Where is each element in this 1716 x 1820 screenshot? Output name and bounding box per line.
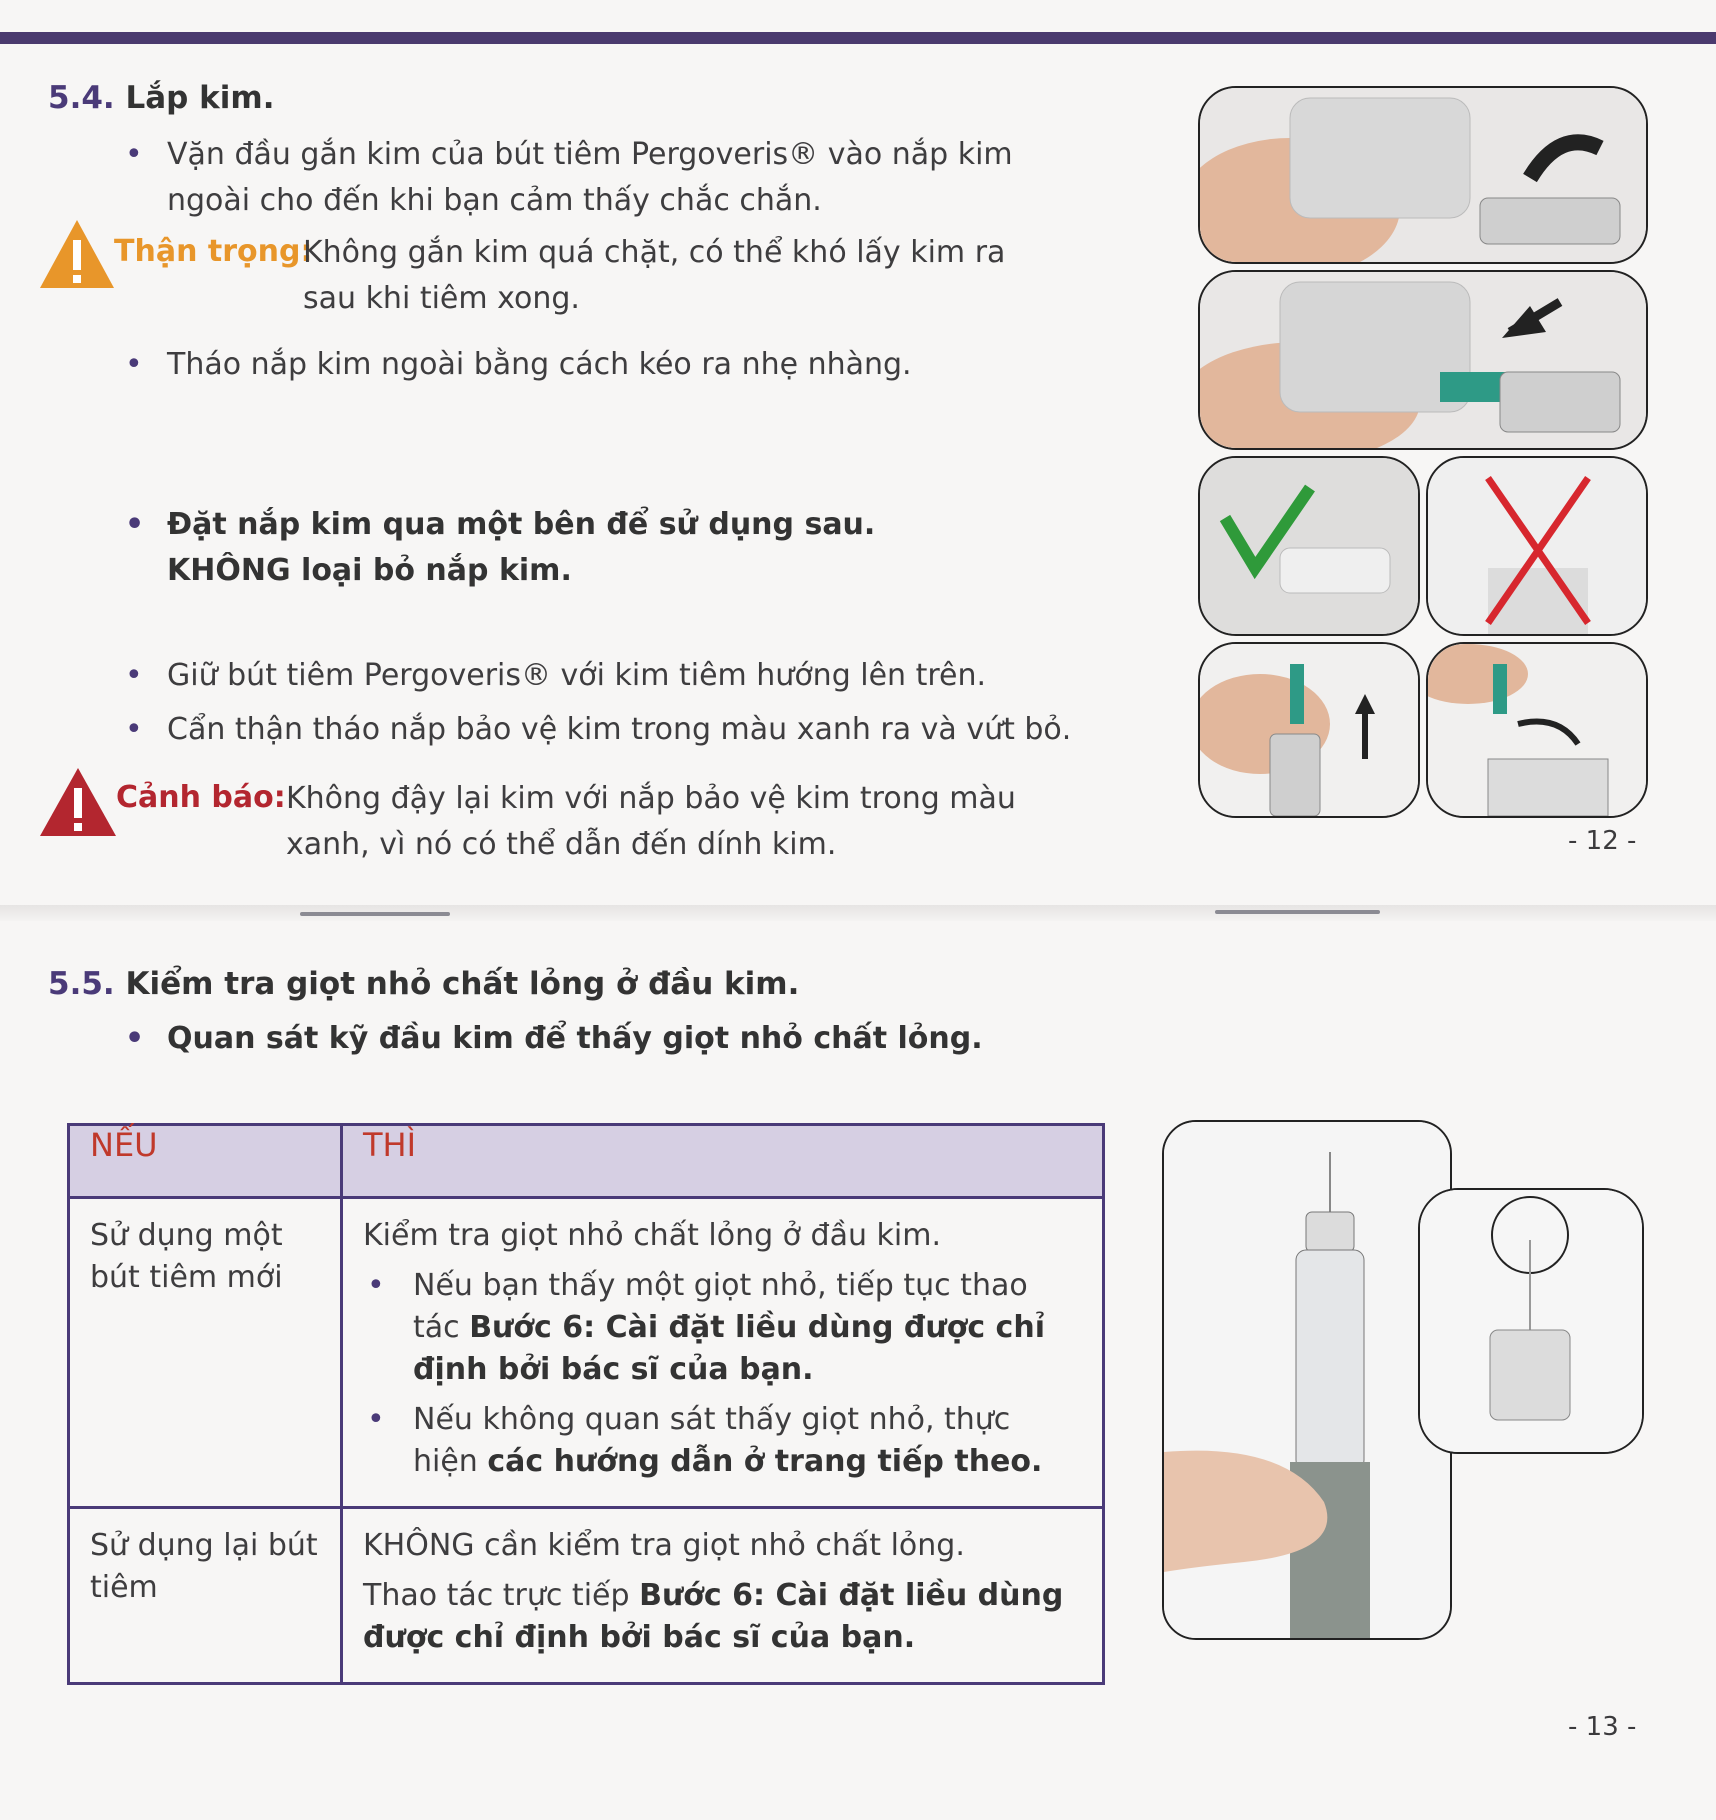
row1-then-cell [342,1198,1104,1508]
row1-if-text: Sử dụng một bút tiêm mới [90,1218,283,1295]
illustration-pen-droplet [1162,1120,1452,1640]
warning-note [38,766,1038,876]
section-54-number: 5.4. [48,80,115,116]
row2-if-text: Sử dụng lại bút tiêm [90,1528,318,1605]
row2-then-line-1: KHÔNG cần kiểm tra giọt nhỏ chất lỏng. [363,1528,965,1563]
row2-then-cell [342,1508,1104,1684]
section-54-bullet-3: • Đặt nắp kim qua một bên để sử dụng sau. KHÔNG loại bỏ nắp kim. [125,507,876,588]
warning-label: Cảnh báo: [116,780,286,815]
row1-then-intro: Kiểm tra giọt nhỏ chất lỏng ở đầu kim. [363,1218,941,1253]
page-number-13: - 13 - [1568,1712,1637,1742]
section-55-title: Kiểm tra giọt nhỏ chất lỏng ở đầu kim. [125,966,800,1002]
row1-then-bullet-1-plain: Nếu bạn thấy một giọt nhỏ, tiếp tục thao tác [413,1268,1028,1345]
column-header-then: THÌ [342,1125,1104,1198]
row1-then-bullet-2-bold: các hướng dẫn ở trang tiếp theo. [487,1444,1043,1479]
caution-label: Thận trọng: [114,234,313,269]
staple-right [1215,910,1380,914]
page-number-12: - 12 - [1568,826,1637,856]
row2-then-line-2-plain: Thao tác trực tiếp [363,1578,630,1613]
row2-if-cell [69,1508,342,1684]
bullet-text: Tháo nắp kim ngoài bằng cách kéo ra nhẹ nhàng. [167,347,912,382]
table-row [69,1508,1104,1684]
bullet-text-line-2: KHÔNG loại bỏ nắp kim. [167,553,572,588]
warning-text: Không đậy lại kim với nắp bảo vệ kim trong màu xanh, vì nó có thể dẫn đến dính kim. [286,781,1016,862]
table-header-row [69,1125,1104,1198]
row2-then-line-2-bold: Bước 6: Cài đặt liều dùng được chỉ định bởi bác sĩ của bạn. [363,1578,1064,1655]
photo-cap-aside-ok [1198,456,1420,636]
row1-then-bullet-2 [363,1399,1082,1483]
row1-if-cell [69,1198,342,1508]
row2-then-line-2 [363,1575,1082,1659]
section-54-bullet-4: • Giữ bút tiêm Pergoveris® với kim tiêm hướng lên trên. [125,658,987,693]
section-54-title: Lắp kim. [125,80,275,116]
illustration-needle-closeup [1418,1188,1644,1454]
photo-screw-needle [1198,86,1648,264]
photo-discard-inner-cap [1426,642,1648,818]
photo-needle-up [1198,642,1420,818]
bullet-text: Giữ bút tiêm Pergoveris® với kim tiêm hướng lên trên. [167,658,987,693]
top-color-bar [0,32,1716,44]
caution-note [38,218,1038,328]
section-55-number: 5.5. [48,966,115,1002]
bullet-text: Cẩn thận tháo nắp bảo vệ kim trong màu xanh ra và vứt bỏ. [167,712,1072,747]
section-54-heading [48,80,274,116]
table-row [69,1198,1104,1508]
row1-then-bullet-2-plain: Nếu không quan sát thấy giọt nhỏ, thực hiện [413,1402,1011,1479]
section-55-heading [48,966,799,1002]
caution-text: Không gắn kim quá chặt, có thể khó lấy kim ra sau khi tiêm xong. [303,235,1006,316]
if-then-table [67,1123,1105,1685]
photo-pull-cap [1198,270,1648,450]
caution-triangle-icon [38,218,116,290]
bullet-text-line-1: Đặt nắp kim qua một bên để sử dụng sau. [167,507,876,542]
row1-then-bullet-1 [363,1265,1082,1391]
section-55-bullet-1: • Quan sát kỹ đầu kim để thấy giọt nhỏ chất lỏng. [125,1021,983,1056]
row1-then-bullet-1-bold: Bước 6: Cài đặt liều dùng được chỉ định bởi bác sĩ của bạn. [413,1310,1045,1387]
page-fold [0,905,1716,921]
warning-triangle-icon [38,766,118,838]
bullet-text: Quan sát kỹ đầu kim để thấy giọt nhỏ chất lỏng. [167,1021,983,1056]
section-54-bullet-5: • Cẩn thận tháo nắp bảo vệ kim trong màu xanh ra và vứt bỏ. [125,712,1072,747]
section-54-bullet-1: • Vặn đầu gắn kim của bút tiêm Pergoveris® vào nắp kim ngoài cho đến khi bạn cảm thấy chắc chắn. [125,137,1013,218]
column-header-if: NẾU [69,1125,342,1198]
bullet-text: Vặn đầu gắn kim của bút tiêm Pergoveris® vào nắp kim ngoài cho đến khi bạn cảm thấy chắc chắn. [167,137,1013,218]
section-54-bullet-2: • Tháo nắp kim ngoài bằng cách kéo ra nhẹ nhàng. [125,347,912,382]
staple-left [300,912,450,916]
photo-cap-discard-wrong [1426,456,1648,636]
